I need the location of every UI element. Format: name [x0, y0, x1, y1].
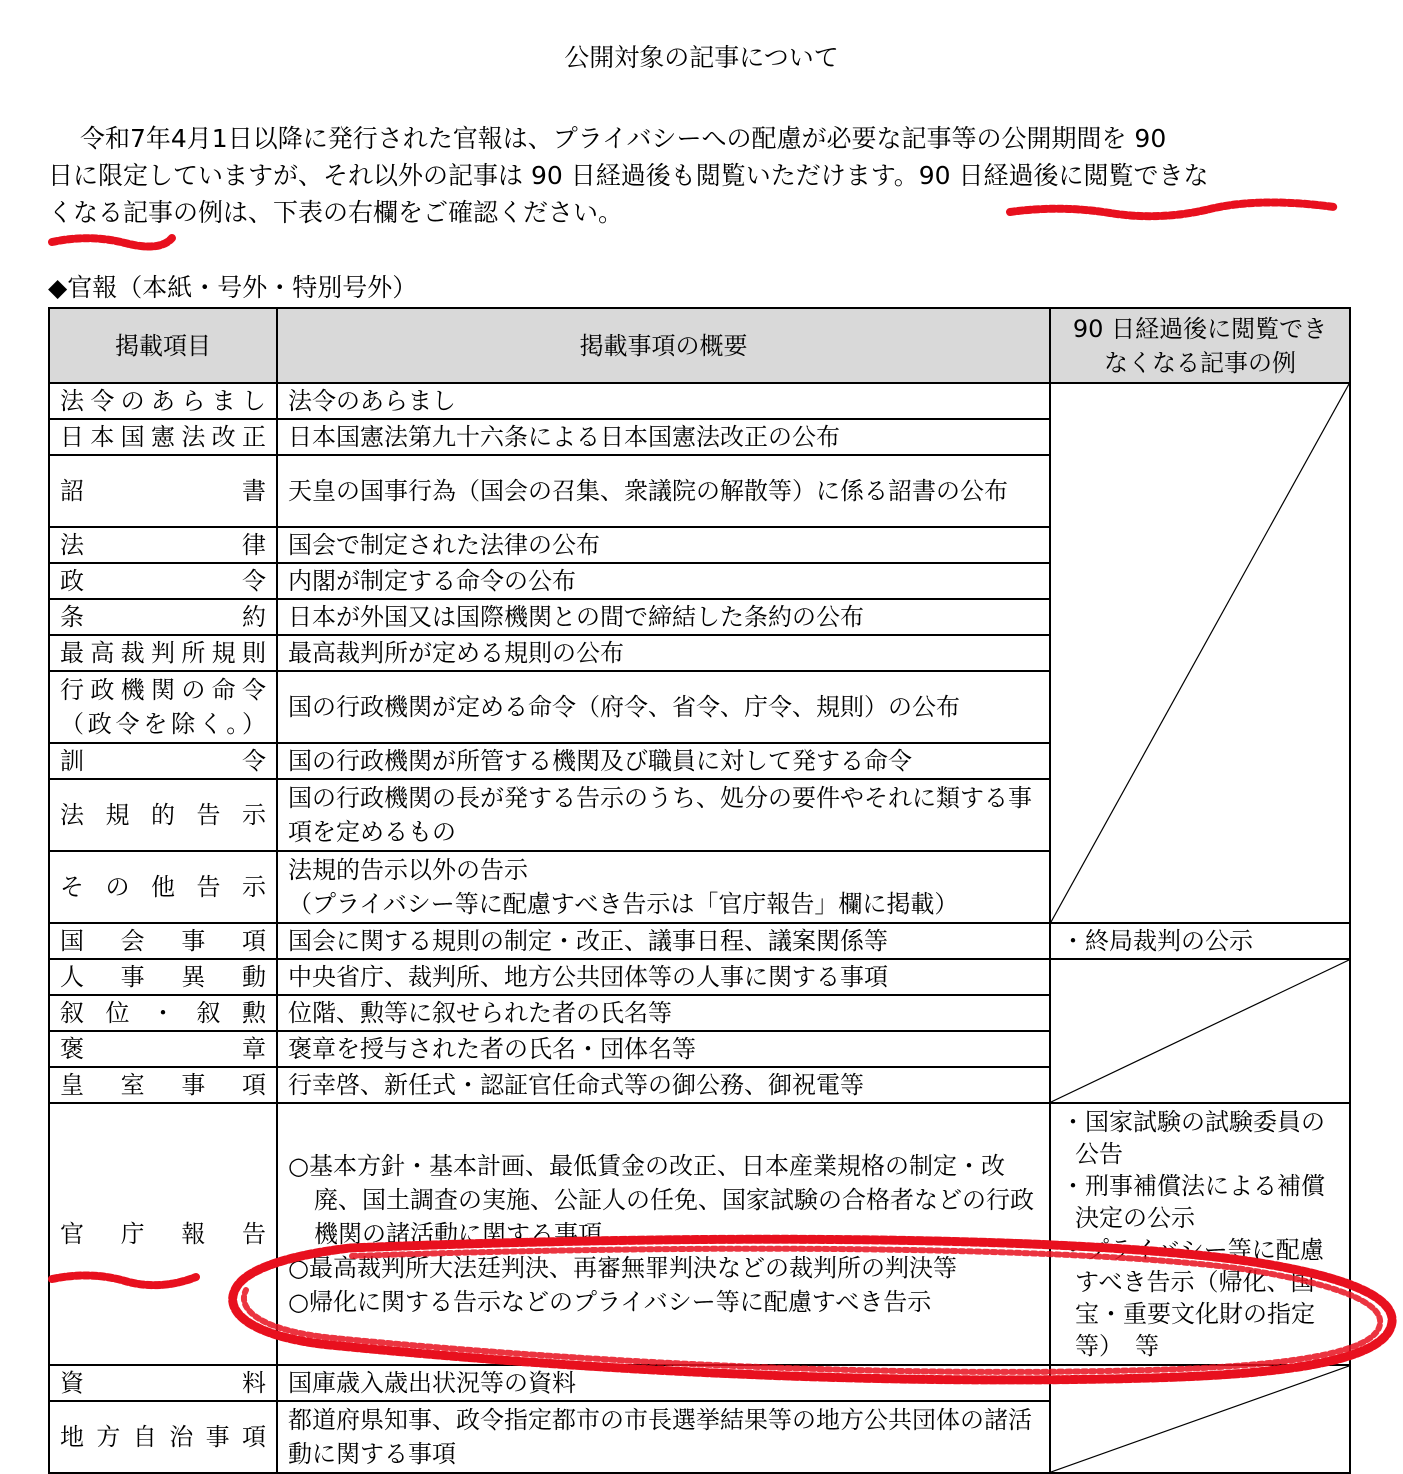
summary-cell: 法令のあらまし	[277, 383, 1050, 419]
table-row	[49, 959, 1350, 995]
table-row	[49, 1365, 1350, 1401]
item-cell: 資料	[49, 1365, 277, 1401]
item-cell	[49, 671, 277, 743]
summary-list-item: ○基本方針・基本計画、最低賃金の改正、日本産業規格の制定・改廃、国土調査の実施、公証人の任免、国家試験の合格者などの行政機関の諸活動に関する事項	[288, 1152, 1034, 1248]
item-line: 行政機関の命令	[60, 676, 266, 704]
summary-cell: 都道府県知事、政令指定都市の市長選挙結果等の地方公共団体の諸活動に関する事項	[277, 1401, 1050, 1473]
table-row	[49, 923, 1350, 959]
example-item: ・国家試験の試験委員の公告	[1061, 1108, 1325, 1168]
summary-cell: 日本が外国又は国際機関との間で締結した条約の公布	[277, 599, 1050, 635]
example-cell	[1050, 1103, 1350, 1365]
header-summary: 掲載事項の概要	[277, 308, 1050, 383]
articles-table	[48, 307, 1351, 1474]
item-cell: 最高裁判所規則	[49, 635, 277, 671]
intro-line: 日に限定していますが、それ以外の記事は 90 日経過後も閲覧いただけます。90 日経過後に閲覧できな	[48, 161, 1209, 190]
summary-cell: 国の行政機関が定める命令（府令、省令、庁令、規則）の公布	[277, 671, 1050, 743]
example-item: ・刑事補償法による補償決定の公示	[1061, 1172, 1325, 1232]
summary-cell: 国庫歳入歳出状況等の資料	[277, 1365, 1050, 1401]
header-item: 掲載項目	[49, 308, 277, 383]
summary-line: （プライバシー等に配慮すべき告示は「官庁報告」欄に掲載）	[288, 890, 959, 918]
table-row	[49, 1103, 1350, 1365]
item-cell: 人事異動	[49, 959, 277, 995]
intro-line: くなる記事の例は、下表の右欄をご確認ください。	[48, 198, 624, 227]
summary-cell: 国の行政機関が所管する機関及び職員に対して発する命令	[277, 743, 1050, 779]
summary-cell: 位階、勲等に叙せられた者の氏名等	[277, 995, 1050, 1031]
table-header-row	[49, 308, 1350, 383]
intro-paragraph	[48, 120, 1348, 231]
summary-list-item: ○最高裁判所大法廷判決、再審無罪判決などの裁判所の判決等	[288, 1254, 957, 1282]
intro-line: 令和7年4月1日以降に発行された官報は、プライバシーへの配慮が必要な記事等の公開期間を 90	[80, 124, 1167, 153]
summary-cell: 日本国憲法第九十六条による日本国憲法改正の公布	[277, 419, 1050, 455]
red-squiggle	[52, 238, 172, 247]
item-cell: 日本国憲法改正	[49, 419, 277, 455]
summary-cell: 国の行政機関の長が発する告示のうち、処分の要件やそれに類する事項を定めるもの	[277, 779, 1050, 851]
summary-cell	[277, 851, 1050, 923]
summary-cell: 天皇の国事行為（国会の召集、衆議院の解散等）に係る詔書の公布	[277, 455, 1050, 527]
item-line: （政令を除く。）	[60, 710, 266, 738]
summary-cell: 最高裁判所が定める規則の公布	[277, 635, 1050, 671]
summary-cell: 内閣が制定する命令の公布	[277, 563, 1050, 599]
summary-line: 法規的告示以外の告示	[288, 856, 528, 884]
summary-cell: 中央省庁、裁判所、地方公共団体等の人事に関する事項	[277, 959, 1050, 995]
summary-cell: 国会に関する規則の制定・改正、議事日程、議案関係等	[277, 923, 1050, 959]
item-cell: 政令	[49, 563, 277, 599]
item-cell: 国会事項	[49, 923, 277, 959]
summary-cell: 褒章を授与された者の氏名・団体名等	[277, 1031, 1050, 1067]
summary-cell: 国会で制定された法律の公布	[277, 527, 1050, 563]
item-cell: 法令のあらまし	[49, 383, 277, 419]
item-cell: 皇室事項	[49, 1067, 277, 1103]
item-cell: 条約	[49, 599, 277, 635]
example-cell: ・終局裁判の公示	[1050, 923, 1350, 959]
page-title: 公開対象の記事について	[564, 43, 839, 72]
item-cell: 叙位・叙勲	[49, 995, 277, 1031]
example-cell-empty	[1050, 959, 1350, 1103]
header-example: 90 日経過後に閲覧できなくなる記事の例	[1050, 308, 1350, 383]
summary-cell	[277, 1103, 1050, 1365]
item-cell: 地方自治事項	[49, 1401, 277, 1473]
item-cell: 法律	[49, 527, 277, 563]
example-cell-empty	[1050, 383, 1350, 923]
item-cell: 詔書	[49, 455, 277, 527]
diagonal-line	[1051, 960, 1349, 1102]
diagonal-line	[1051, 384, 1349, 922]
item-cell: 法規的告示	[49, 779, 277, 851]
item-cell: その他告示	[49, 851, 277, 923]
item-cell: 訓令	[49, 743, 277, 779]
item-cell: 官庁報告	[49, 1103, 277, 1365]
table-row	[49, 383, 1350, 419]
example-item: ・プライバシー等に配慮すべき告示（帰化、国宝・重要文化財の指定等） 等	[1061, 1236, 1324, 1360]
example-cell-empty	[1050, 1365, 1350, 1473]
item-cell: 褒章	[49, 1031, 277, 1067]
diagonal-line	[1051, 1366, 1349, 1472]
summary-cell: 行幸啓、新任式・認証官任命式等の御公務、御祝電等	[277, 1067, 1050, 1103]
summary-list-item: ○帰化に関する告示などのプライバシー等に配慮すべき告示	[288, 1288, 932, 1316]
section-heading: ◆官報（本紙・号外・特別号外）	[48, 273, 418, 302]
